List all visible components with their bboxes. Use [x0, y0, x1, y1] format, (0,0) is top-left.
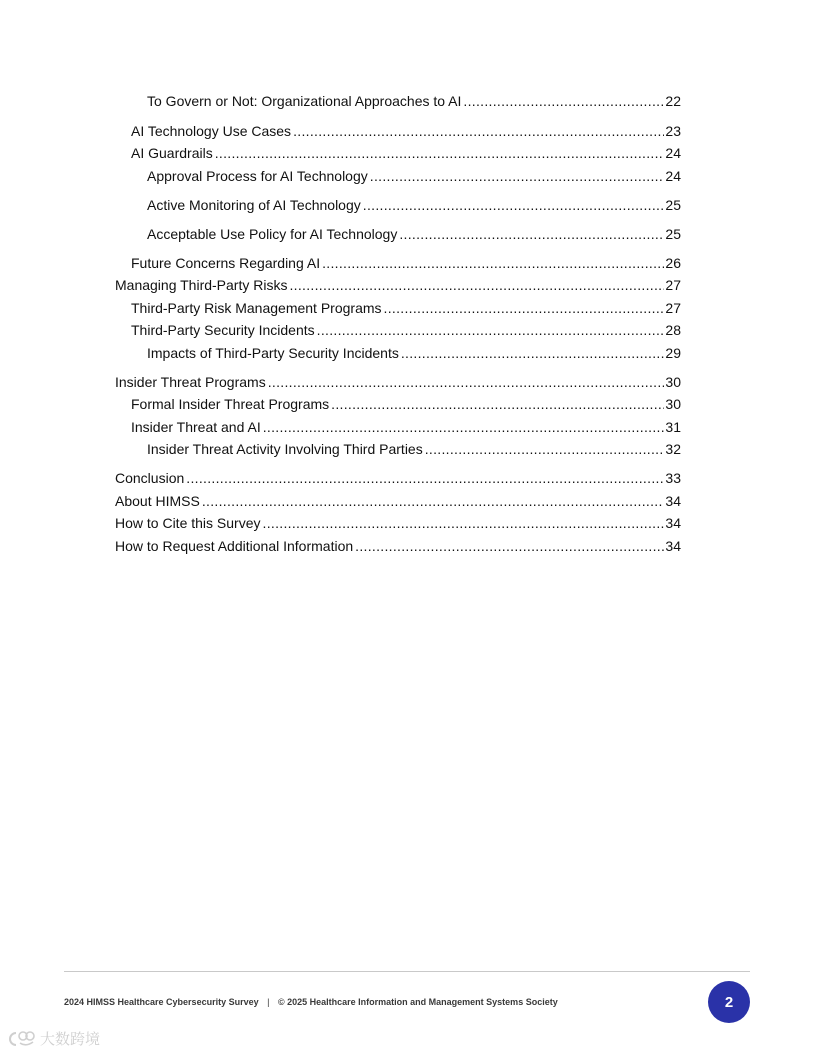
toc-entry-label: Active Monitoring of AI Technology: [147, 197, 361, 213]
toc-leader-dots: [263, 513, 665, 533]
toc-entry[interactable]: [131, 253, 681, 273]
toc-entry-page: 30: [665, 396, 681, 412]
toc-leader-dots: [463, 91, 664, 111]
toc-entry[interactable]: [147, 195, 681, 215]
toc-entry-page: 27: [665, 300, 681, 316]
toc-entry[interactable]: [131, 394, 681, 414]
footer-separator: |: [267, 997, 270, 1007]
toc-leader-dots: [331, 394, 664, 414]
toc-leader-dots: [322, 253, 664, 273]
footer-divider: [64, 971, 750, 972]
toc-leader-dots: [268, 372, 665, 392]
toc-entry[interactable]: [131, 320, 681, 340]
toc-entry[interactable]: [115, 491, 681, 511]
toc-entry-label: To Govern or Not: Organizational Approaches to AI: [147, 93, 462, 109]
toc-entry-page: 34: [665, 515, 681, 531]
footer-credit: [64, 996, 558, 1008]
toc-entry[interactable]: [147, 439, 681, 459]
toc-entry-page: 32: [665, 441, 681, 457]
toc-entry-page: 24: [665, 145, 681, 161]
toc-entry-label: Managing Third-Party Risks: [115, 277, 288, 293]
toc-entry-page: 31: [665, 419, 681, 435]
toc-entry-page: 25: [665, 226, 681, 242]
toc-leader-dots: [263, 417, 665, 437]
toc-entry[interactable]: [131, 298, 681, 318]
toc-entry[interactable]: [147, 343, 681, 363]
toc-entry-label: AI Guardrails: [131, 145, 213, 161]
footer-copyright: © 2025 Healthcare Information and Management Systems Society: [277, 997, 558, 1007]
watermark-text: 大数跨境: [40, 1031, 101, 1048]
watermark-logo-icon: [6, 1030, 36, 1048]
toc-entry[interactable]: [115, 513, 681, 533]
toc-leader-dots: [317, 320, 665, 340]
toc-entry-page: 27: [665, 277, 681, 293]
toc-entry-page: 23: [665, 123, 681, 139]
toc-leader-dots: [186, 468, 664, 488]
page-number: 2: [724, 993, 734, 1011]
toc-entry-label: Future Concerns Regarding AI: [131, 255, 321, 271]
toc-entry-label: AI Technology Use Cases: [131, 123, 292, 139]
toc-entry-label: Insider Threat Programs: [115, 374, 266, 390]
toc-leader-dots: [399, 224, 664, 244]
toc-entry[interactable]: [115, 275, 681, 295]
toc-entry-page: 33: [665, 470, 681, 486]
toc-entry-label: Approval Process for AI Technology: [147, 168, 368, 184]
toc-leader-dots: [293, 121, 664, 141]
toc-leader-dots: [289, 275, 664, 295]
watermark: [6, 1028, 100, 1049]
toc-entry-label: How to Cite this Survey: [115, 515, 261, 531]
toc-entry-label: Conclusion: [115, 470, 185, 486]
toc-leader-dots: [370, 166, 665, 186]
toc-entry-page: 29: [665, 345, 681, 361]
toc-leader-dots: [363, 195, 665, 215]
toc-leader-dots: [215, 143, 665, 163]
page-number-badge: [708, 981, 750, 1023]
toc-entry-label: Insider Threat Activity Involving Third Parties: [147, 441, 423, 457]
toc-entry-page: 22: [665, 93, 681, 109]
toc-leader-dots: [355, 536, 664, 556]
toc-entry-label: About HIMSS: [115, 493, 200, 509]
toc-entry[interactable]: [115, 536, 681, 556]
toc-entry-label: Acceptable Use Policy for AI Technology: [147, 226, 398, 242]
toc-entry-label: Insider Threat and AI: [131, 419, 261, 435]
footer-survey-title: 2024 HIMSS Healthcare Cybersecurity Survey: [64, 997, 259, 1007]
toc-leader-dots: [202, 491, 665, 511]
toc-entry[interactable]: [131, 417, 681, 437]
toc-entry-label: Impacts of Third-Party Security Incidents: [147, 345, 399, 361]
toc-entry-label: How to Request Additional Information: [115, 538, 354, 554]
toc-entry[interactable]: [115, 468, 681, 488]
toc-leader-dots: [401, 343, 665, 363]
toc-entry-page: 26: [665, 255, 681, 271]
toc-leader-dots: [425, 439, 665, 459]
toc-entry-page: 34: [665, 493, 681, 509]
toc-entry[interactable]: [115, 372, 681, 392]
toc-entry[interactable]: [147, 91, 681, 111]
toc-entry-label: Third-Party Security Incidents: [131, 322, 315, 338]
toc-entry-page: 24: [665, 168, 681, 184]
toc-entry[interactable]: [147, 166, 681, 186]
toc-entry[interactable]: [131, 143, 681, 163]
toc-entry-label: Formal Insider Threat Programs: [131, 396, 330, 412]
toc-entry[interactable]: [131, 121, 681, 141]
toc-leader-dots: [384, 298, 665, 318]
toc-entry-label: Third-Party Risk Management Programs: [131, 300, 382, 316]
toc-entry-page: 34: [665, 538, 681, 554]
toc-entry-page: 25: [665, 197, 681, 213]
toc-entry[interactable]: [147, 224, 681, 244]
toc-entry-page: 28: [665, 322, 681, 338]
toc-entry-page: 30: [665, 374, 681, 390]
